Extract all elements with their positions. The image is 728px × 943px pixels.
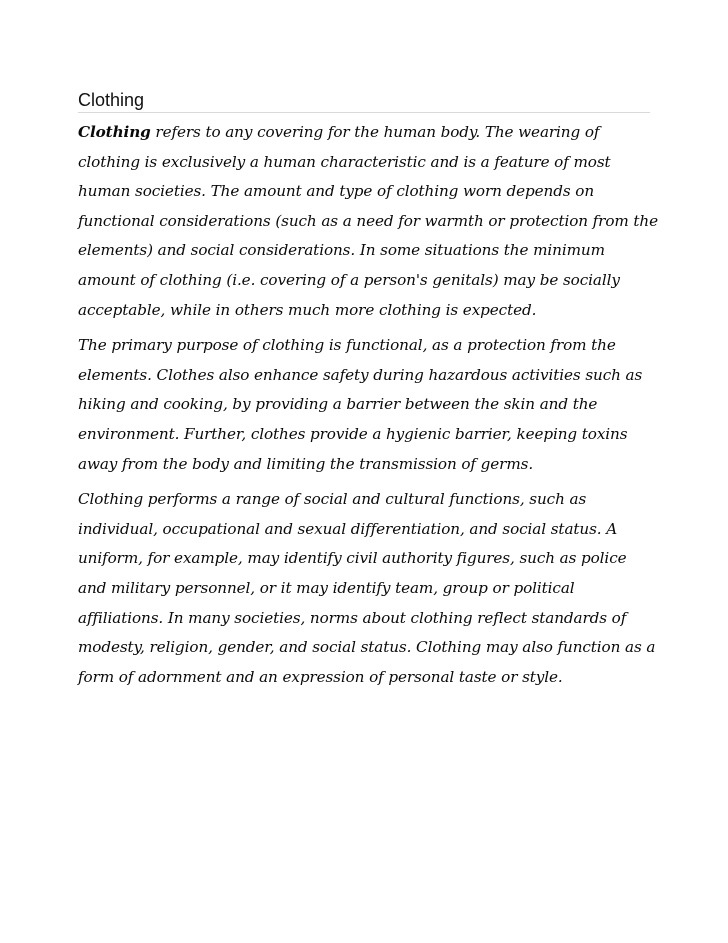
paragraph-text: Clothing performs a range of social and cultural functions, such as individual, occupational and sexual differentiation, and social status. A uniform, for example, may identify civil authority figures, such as police and military personnel, or it may identify team, group or political affiliations. In many societies, norms about clothing reflect standards of modesty, religion, gender, and social status. Clothing may also function as a form of adornment and an expression of personal taste or style. <box>78 490 656 686</box>
paragraph-text: The primary purpose of clothing is functional, as a protection from the elements. Clothes also enhance safety during hazardous activities such as hiking and cooking, by providing a barrier between the skin and the environment. Further, clothes provide a hygienic barrier, keeping toxins away from the body and limiting the transmission of germs. <box>78 336 643 473</box>
page-title: Clothing <box>78 90 145 110</box>
paragraph-function <box>78 331 658 479</box>
lead-term: Clothing <box>78 123 151 141</box>
paragraph-definition <box>78 118 658 325</box>
paragraph-text: refers to any covering for the human body. The wearing of clothing is exclusively a human characteristic and is a feature of most human societies. The amount and type of clothing worn depends on functional considerations (such as a need for warmth or protection from the elements) and social considerations. In some situations the minimum amount of clothing (i.e. covering of a person's genitals) may be socially acceptable, while in others much more clothing is expected. <box>78 123 658 319</box>
document-body <box>78 118 658 698</box>
heading-divider <box>78 112 650 113</box>
paragraph-social <box>78 485 658 692</box>
